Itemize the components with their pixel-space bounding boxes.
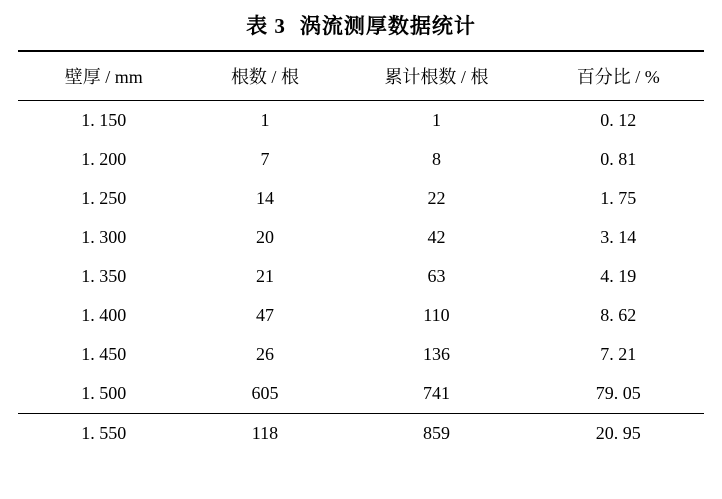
cell-count: 26: [255, 344, 274, 364]
cell-count: 1: [260, 110, 270, 130]
table-row: [18, 414, 704, 454]
cell-count: 20: [255, 227, 274, 247]
cell-cumulative-count: 741: [422, 383, 450, 403]
cell-cumulative-count: 22: [427, 188, 446, 208]
cell-percentage: 1. 75: [600, 188, 637, 208]
cell-cumulative-count: 63: [427, 266, 446, 286]
cell-cumulative-count: 42: [427, 227, 446, 247]
cell-percentage: 4. 19: [600, 266, 637, 286]
table-caption-title: 涡流测厚数据统计: [299, 14, 476, 38]
table-row: [18, 374, 704, 414]
cell-count: 14: [255, 188, 274, 208]
cell-wall-thickness: 1. 350: [81, 266, 127, 286]
cell-wall-thickness: 1. 150: [81, 110, 127, 130]
cell-percentage: 79. 05: [595, 383, 641, 403]
table-row: [18, 335, 704, 374]
cell-wall-thickness: 1. 500: [81, 383, 127, 403]
cell-count: 118: [251, 423, 279, 443]
eddy-current-thickness-table: [18, 50, 704, 453]
cell-count: 605: [251, 383, 279, 403]
column-header-percentage: 百分比 / %: [576, 67, 660, 87]
table-header: [18, 51, 704, 101]
cell-wall-thickness: 1. 250: [81, 188, 127, 208]
cell-percentage: 8. 62: [600, 305, 637, 325]
cell-percentage: 0. 81: [600, 149, 637, 169]
table-row: [18, 101, 704, 141]
table-row: [18, 218, 704, 257]
cell-count: 7: [260, 149, 270, 169]
cell-percentage: 7. 21: [600, 344, 637, 364]
table-caption: [18, 0, 704, 50]
column-header-count: 根数 / 根: [230, 67, 299, 87]
cell-wall-thickness: 1. 550: [81, 423, 127, 443]
cell-percentage: 3. 14: [600, 227, 637, 247]
cell-wall-thickness: 1. 450: [81, 344, 127, 364]
cell-percentage: 20. 95: [595, 423, 641, 443]
table-row: [18, 179, 704, 218]
cell-wall-thickness: 1. 300: [81, 227, 127, 247]
table-header-row: [18, 51, 704, 101]
cell-cumulative-count: 859: [422, 423, 450, 443]
table-body: [18, 101, 704, 454]
table-caption-number: 表 3: [246, 14, 286, 38]
cell-count: 47: [255, 305, 274, 325]
cell-count: 21: [255, 266, 274, 286]
column-header-wall-thickness: 壁厚 / mm: [64, 67, 143, 87]
cell-percentage: 0. 12: [600, 110, 637, 130]
cell-cumulative-count: 110: [423, 305, 450, 325]
table-row: [18, 296, 704, 335]
table-row: [18, 140, 704, 179]
column-header-cumulative-count: 累计根数 / 根: [384, 67, 489, 87]
table-row: [18, 257, 704, 296]
cell-cumulative-count: 8: [431, 149, 441, 169]
cell-cumulative-count: 136: [422, 344, 450, 364]
cell-cumulative-count: 1: [431, 110, 441, 130]
cell-wall-thickness: 1. 400: [81, 305, 127, 325]
cell-wall-thickness: 1. 200: [81, 149, 127, 169]
